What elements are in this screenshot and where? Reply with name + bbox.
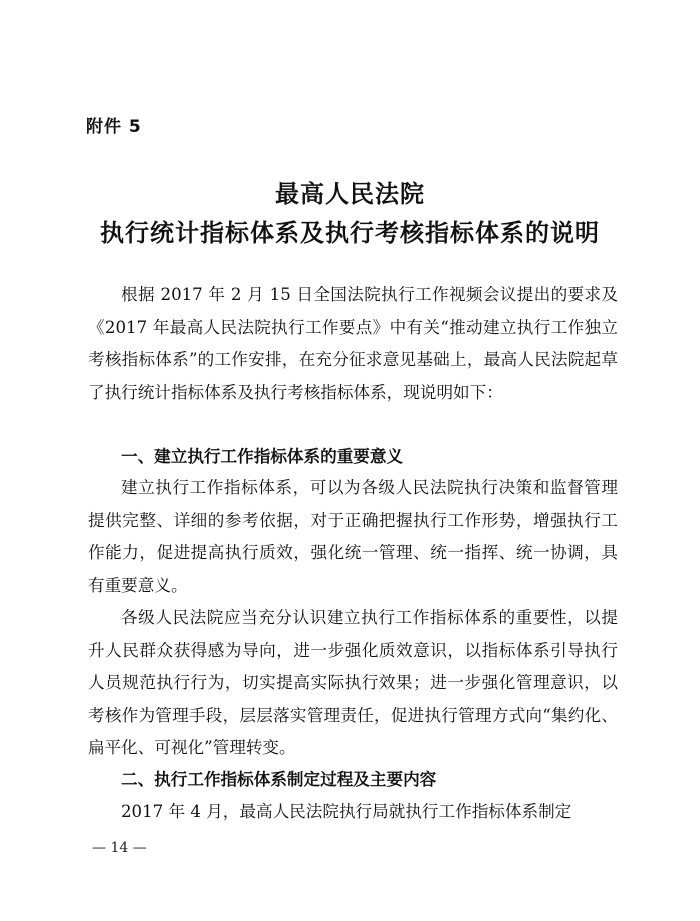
section2-heading: 二、执行工作指标体系制定过程及主要内容	[121, 770, 437, 789]
section2-block	[88, 796, 618, 829]
section1-block	[88, 472, 618, 765]
intro-block	[88, 279, 618, 409]
intro-paragraph: 根据 2017 年 2 月 15 日全国法院执行工作视频会议提出的要求及《2017 年最高人民法院执行工作要点》中有关“推动建立执行工作独立考核指标体系”的工作安排，在充分征求意见基础上，最高人民法院起草了执行统计指标体系及执行考核指标体系，现说明如下：	[88, 285, 618, 402]
page-number: — 14 —	[92, 840, 147, 856]
attachment-label: 附件 5	[86, 117, 142, 137]
document-title-line1: 最高人民法院	[275, 180, 425, 208]
section2-paragraph1: 2017 年 4 月，最高人民法院执行局就执行工作指标体系制定	[121, 802, 572, 821]
section1-paragraph2: 各级人民法院应当充分认识建立执行工作指标体系的重要性，以提升人民群众获得感为导向，进一步强化质效意识，以指标体系引导执行人员规范执行行为，切实提高实际执行效果；进一步强化管理意识，以考核作为管理手段，层层落实管理责任，促进执行管理方式向“集约化、扁平化、可视化”管理转变。	[88, 608, 618, 757]
section1-heading: 一、建立执行工作指标体系的重要意义	[121, 447, 404, 466]
document-title-line2: 执行统计指标体系及执行考核指标体系的说明	[100, 219, 600, 247]
section1-paragraph1: 建立执行工作指标体系，可以为各级人民法院执行决策和监督管理提供完整、详细的参考依据，对于正确把握执行工作形势，增强执行工作能力，促进提高执行质效，强化统一管理、统一指挥、统一协调，具有重要意义。	[88, 478, 618, 595]
